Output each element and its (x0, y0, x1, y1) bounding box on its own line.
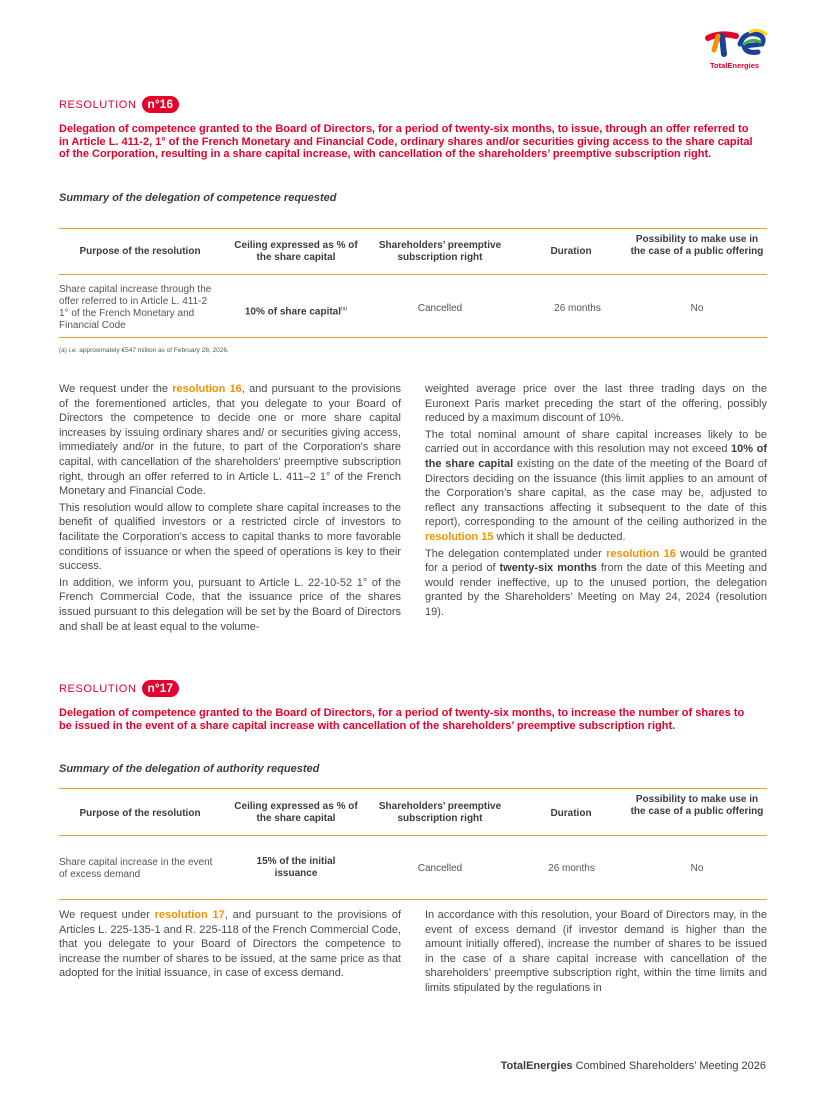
cell-ceiling-note: (a) (341, 306, 348, 312)
cell-public-offering: No (690, 303, 704, 314)
resolution-link: resolution 16 (606, 547, 676, 560)
resolution-17-right-column (425, 908, 767, 998)
cell-purpose: Share capital increase through the offer referred to in Article L. 411-2 1° of the French Monetary and Financial Code (59, 284, 212, 331)
resolution-number-badge: n°16 (142, 96, 179, 113)
paragraph: The total nominal amount of share capital increases likely to be carried out in accordance with this resolution may not exceed 10% of the share capital existing on the date of the meeting of the Board of Directors deciding on the issuance (this limit applies to an amount of the Corporation’s share capital, as the case may be, adjusted to reflect any transactions affecting it subsequent to the date of this report), corresponding to the amount of the ceiling authorized in the resolution 15 which it shall be deducted. (425, 428, 767, 543)
resolution-link: resolution 17 (154, 909, 225, 921)
table-header-rule (59, 835, 767, 836)
footnote-marker: (a) (59, 347, 69, 354)
cell-ceiling: 15% of the initial issuance (256, 856, 336, 879)
header-public-offering: Possibility to make use in the case of a public offering (630, 234, 764, 257)
resolution-label: RESOLUTION (59, 98, 137, 111)
resolution-link: resolution 16 (172, 383, 242, 395)
resolution-number-badge: n°17 (142, 680, 179, 697)
header-duration: Duration (550, 808, 592, 819)
cell-public-offering: No (690, 863, 704, 874)
footnote-text: approximately €547 million as of February 28, 2026. (77, 347, 229, 354)
resolution-16-title: Delegation of competence granted to the Board of Directors, for a period of twenty-six months, to issue, through an offer referred to in Article L. 411-2, 1° of the French Monetary and Financial Code, ordinary shares and/or securities giving access to the share capital of the Corporation, resulting in a share capital increase, with cancellation of the shareholders’ preemptive subscription right. (59, 123, 753, 160)
paragraph: We request under the resolution 16, and pursuant to the provisions of the forementioned articles, that you delegate to your Board of Directors the competence to decide one or more share capital increases by issuing ordinary shares and/ or securities giving access, immediately and/or in the future, to part of the Corporation’s share capital, with cancellation of the shareholders’ preemptive subscription right, through an offer referred to in Article L. 411–2 1° of the French Monetary and Financial Code. (59, 383, 401, 498)
paragraph: weighted average price over the last three trading days on the Euronext Paris market preceding the start of the offering, possibly reduced by a maximum discount of 10%. (425, 383, 767, 425)
table-footnote (59, 347, 229, 354)
header-preemptive: Shareholders’ preemptive subscription right (378, 801, 502, 824)
footer-text: Combined Shareholders’ Meeting 2026 (572, 1060, 766, 1072)
cell-purpose: Share capital increase in the event of excess demand (59, 857, 213, 880)
resolution-16-summary-title: Summary of the delegation of competence requested (59, 192, 337, 204)
paragraph: In addition, we inform you, pursuant to Article L. 22-10-52 1° of the French Commercial Code, that the issuance price of the shares issued pursuant to this delegation will be set by the Board of Directors and shall be at least equal to the volume- (59, 576, 401, 633)
resolution-16-table (59, 228, 767, 338)
paragraph: The delegation contemplated under resolution 16 would be granted for a period of twenty-six months from the date of this Meeting and would render ineffective, up to the unused portion, the delegation granted by the Shareholders’ Meeting on May 24, 2024 (resolution 19). (425, 547, 768, 618)
paragraph: We request under resolution 17, and pursuant to the provisions of Articles L. 225-135-1 and R. 225-118 of the French Commercial Code, that you delegate to your Board of Directors the competence to increase the number of shares to be issued, at the same price as that adopted for the initial issuance, in case of excess demand. (59, 909, 402, 980)
totalenergies-logo (700, 26, 770, 74)
logo-text: TotalEnergies (710, 61, 760, 70)
header-duration: Duration (550, 246, 592, 257)
footer-brand: TotalEnergies (500, 1060, 573, 1072)
resolution-16-heading (59, 96, 179, 113)
header-preemptive: Shareholders’ preemptive subscription right (378, 240, 502, 263)
resolution-17-left-column (59, 908, 401, 983)
resolution-17-heading (59, 680, 179, 697)
resolution-17-table (59, 788, 767, 900)
paragraph: In accordance with this resolution, your Board of Directors may, in the event of excess demand (if investor demand is higher than the amount initially offered), increase the number of shares to be issued in the case of a share capital increase with cancellation of the shareholders’ preemptive subscription right, within the time limits and limits stipulated by the regulations in (425, 909, 767, 994)
cell-ceiling-value: 10% of share capital (244, 306, 342, 318)
table-top-rule (59, 788, 767, 789)
header-ceiling: Ceiling expressed as % of the share capital (234, 240, 358, 263)
header-public-offering: Possibility to make use in the case of a public offering (630, 794, 764, 817)
resolution-link: resolution 15 (425, 530, 494, 543)
table-header-rule (59, 274, 767, 275)
resolution-16-left-column (59, 382, 401, 636)
cell-preemptive: Cancelled (417, 303, 463, 314)
paragraph: This resolution would allow to complete share capital increases to the benefit of qualified investors or a restricted circle of investors to facilitate the Corporation’s access to capital thanks to more favorable conditions of issuance or when the speed of operations is key to their success. (59, 501, 401, 573)
page-footer (501, 1060, 766, 1072)
resolution-17-title: Delegation of competence granted to the Board of Directors, for a period of twenty-six months, to increase the number of shares to be issued in the event of a share capital increase with cancellation of the shareholders’ preemptive subscription right. (59, 707, 745, 732)
table-bottom-rule (59, 337, 767, 338)
footnote-ie: i.e. (68, 347, 78, 354)
resolution-label: RESOLUTION (59, 682, 137, 695)
resolution-17-summary-title: Summary of the delegation of authority requested (59, 763, 320, 775)
table-top-rule (59, 228, 767, 229)
table-bottom-rule (59, 899, 767, 900)
header-purpose: Purpose of the resolution (79, 808, 201, 819)
cell-duration: 26 months (548, 863, 595, 874)
cell-ceiling (227, 303, 365, 318)
header-ceiling: Ceiling expressed as % of the share capital (234, 801, 358, 824)
cell-preemptive: Cancelled (417, 863, 463, 874)
cell-duration: 26 months (554, 303, 601, 314)
header-purpose: Purpose of the resolution (79, 246, 201, 257)
resolution-16-right-column (425, 382, 767, 622)
